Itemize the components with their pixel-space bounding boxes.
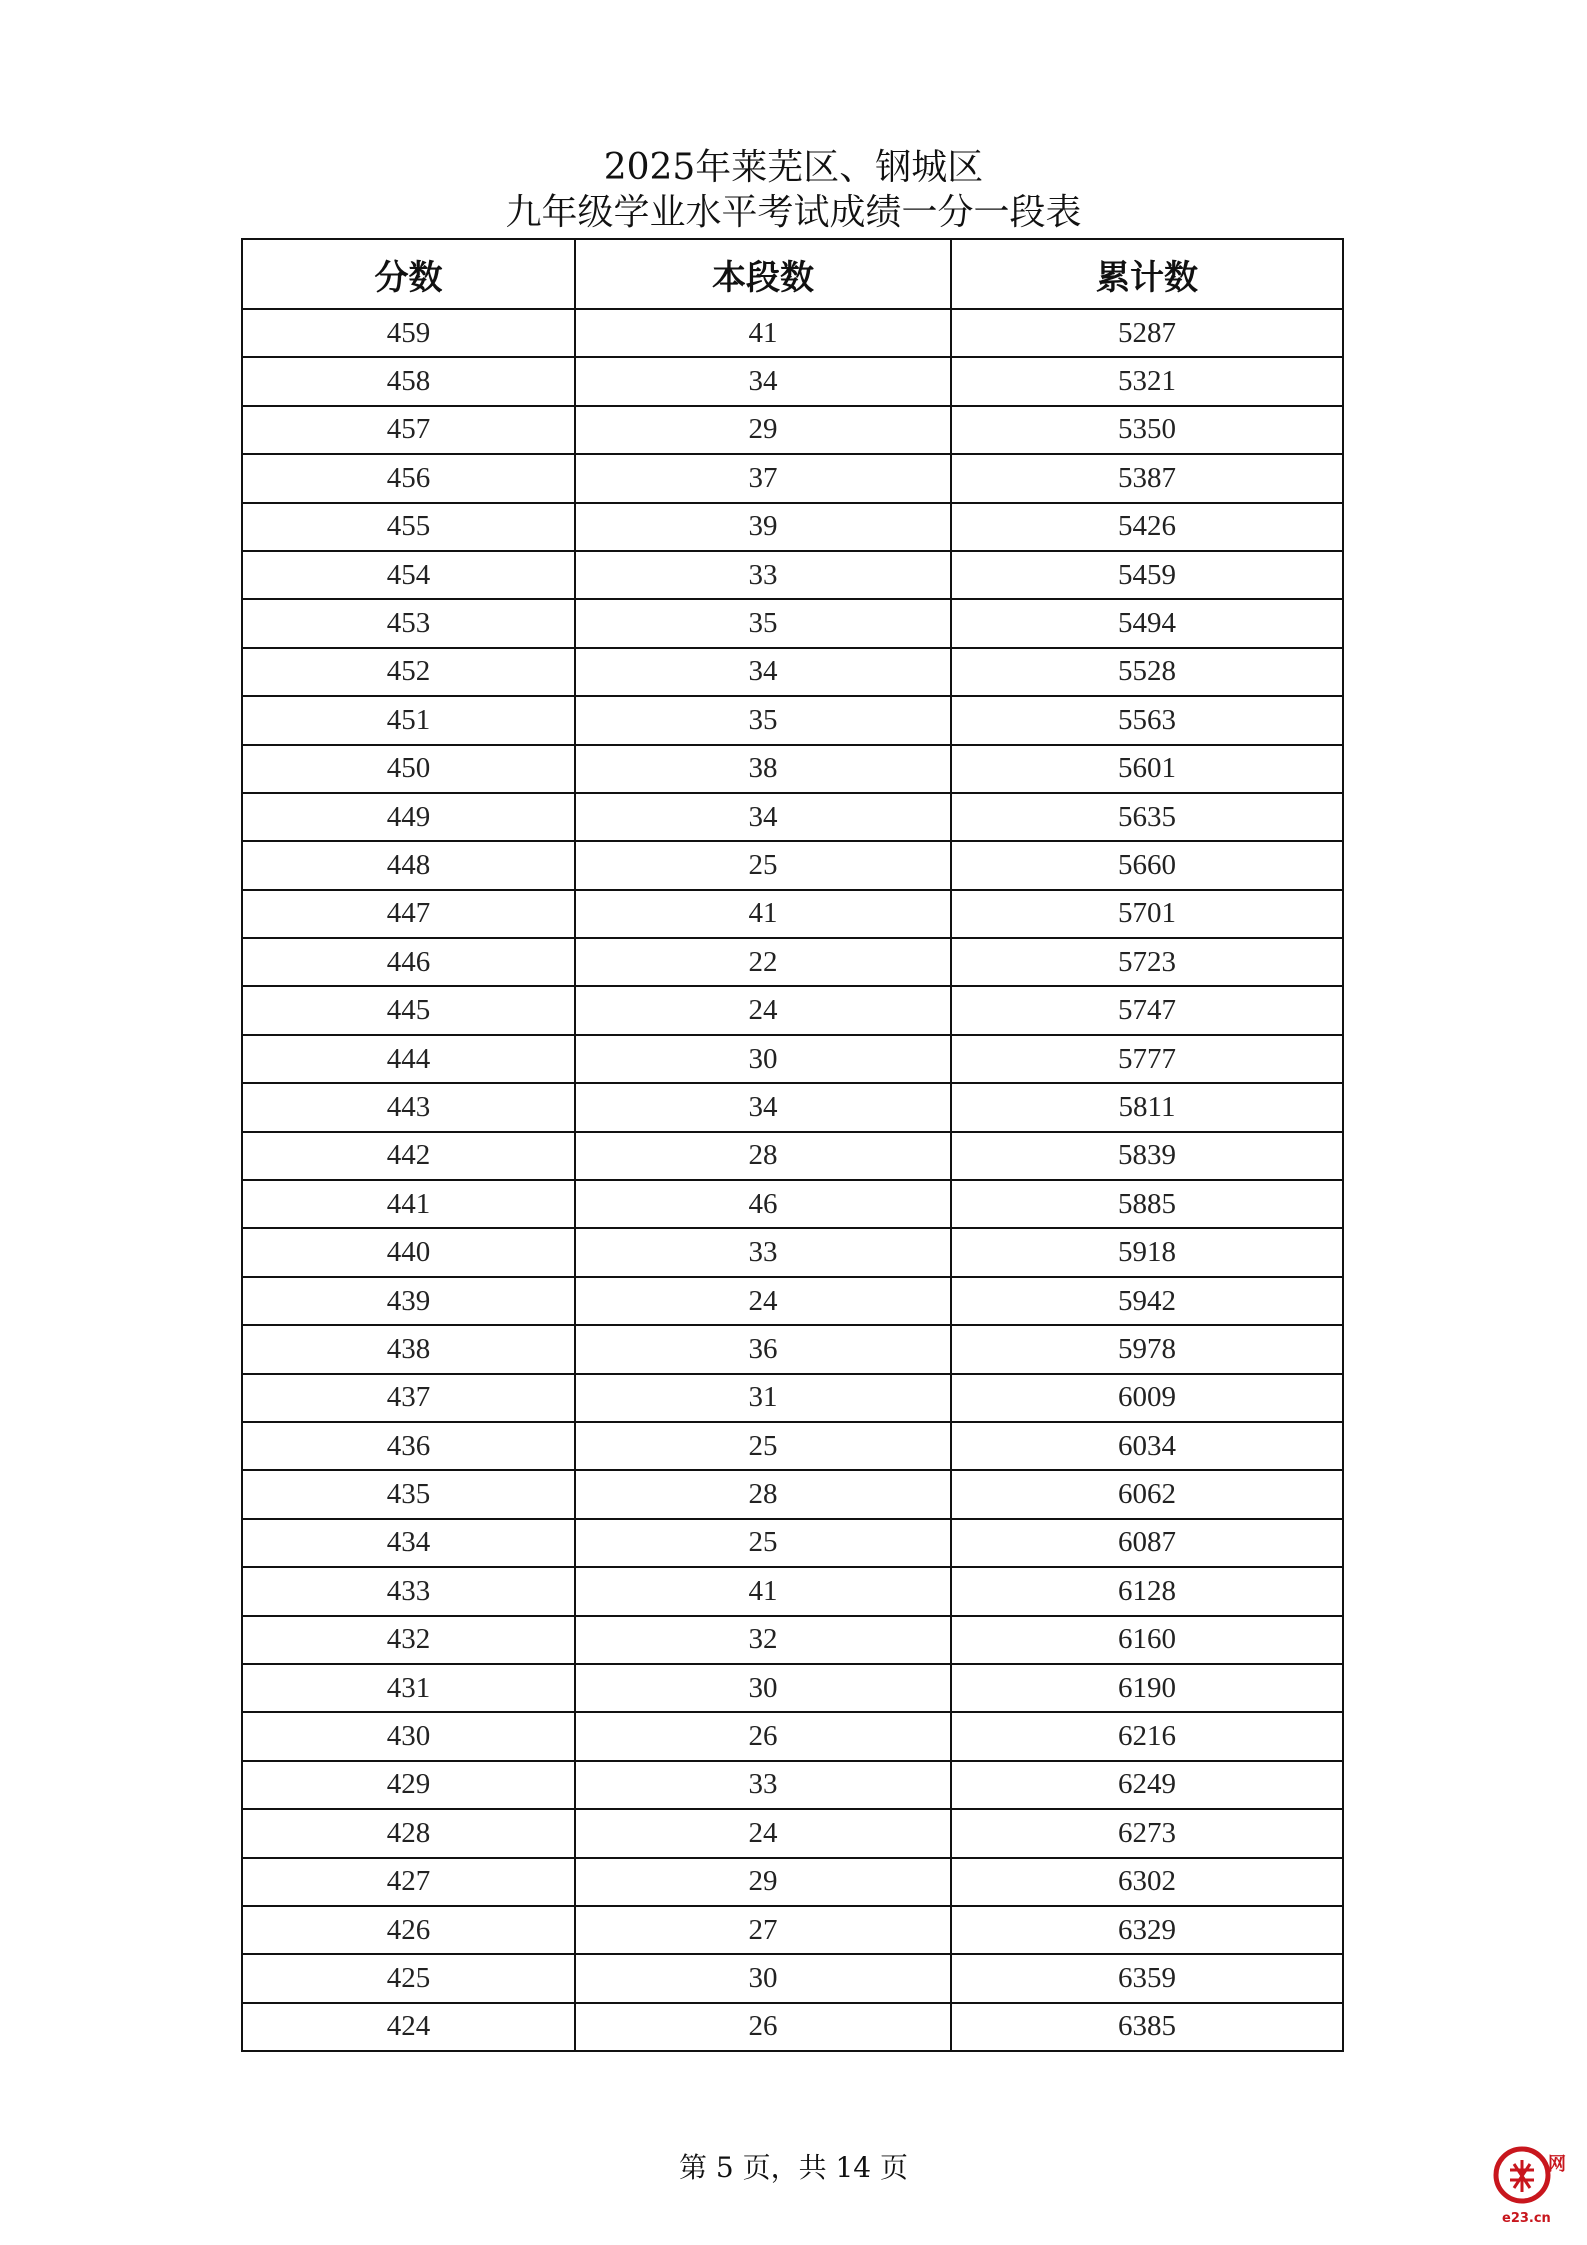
cell-score: 444 bbox=[242, 1035, 575, 1083]
cell-score: 449 bbox=[242, 793, 575, 841]
table-row bbox=[242, 1035, 1343, 1083]
cell-cumulative: 5459 bbox=[951, 551, 1343, 599]
table-row bbox=[242, 1132, 1343, 1180]
cell-count: 25 bbox=[575, 841, 951, 889]
cell-score: 426 bbox=[242, 1906, 575, 1954]
table-row bbox=[242, 1761, 1343, 1809]
cell-score: 435 bbox=[242, 1470, 575, 1518]
cell-cumulative: 6062 bbox=[951, 1470, 1343, 1518]
cell-count: 33 bbox=[575, 1228, 951, 1276]
cell-score: 429 bbox=[242, 1761, 575, 1809]
table-row bbox=[242, 793, 1343, 841]
cell-count: 30 bbox=[575, 1664, 951, 1712]
cell-cumulative: 6216 bbox=[951, 1712, 1343, 1760]
cell-score: 424 bbox=[242, 2003, 575, 2051]
table-row bbox=[242, 1906, 1343, 1954]
cell-cumulative: 5528 bbox=[951, 648, 1343, 696]
cell-count: 29 bbox=[575, 1858, 951, 1906]
cell-score: 443 bbox=[242, 1083, 575, 1131]
cell-count: 41 bbox=[575, 890, 951, 938]
cell-score: 442 bbox=[242, 1132, 575, 1180]
cell-count: 38 bbox=[575, 745, 951, 793]
cell-cumulative: 5426 bbox=[951, 503, 1343, 551]
table-row bbox=[242, 1858, 1343, 1906]
table-row bbox=[242, 1954, 1343, 2002]
cell-cumulative: 6249 bbox=[951, 1761, 1343, 1809]
table-row bbox=[242, 648, 1343, 696]
cell-score: 431 bbox=[242, 1664, 575, 1712]
cell-count: 34 bbox=[575, 648, 951, 696]
cell-score: 438 bbox=[242, 1325, 575, 1373]
cell-cumulative: 5601 bbox=[951, 745, 1343, 793]
table-row bbox=[242, 357, 1343, 405]
cell-score: 439 bbox=[242, 1277, 575, 1325]
cell-cumulative: 6087 bbox=[951, 1519, 1343, 1567]
cell-cumulative: 5321 bbox=[951, 357, 1343, 405]
table-row bbox=[242, 1470, 1343, 1518]
cell-cumulative: 6160 bbox=[951, 1616, 1343, 1664]
cell-score: 458 bbox=[242, 357, 575, 405]
header-count: 本段数 bbox=[575, 239, 951, 309]
table-row bbox=[242, 1712, 1343, 1760]
table-header-row bbox=[242, 239, 1343, 309]
cell-cumulative: 5350 bbox=[951, 406, 1343, 454]
cell-score: 427 bbox=[242, 1858, 575, 1906]
cell-count: 30 bbox=[575, 1035, 951, 1083]
cell-cumulative: 5747 bbox=[951, 986, 1343, 1034]
cell-count: 39 bbox=[575, 503, 951, 551]
cell-score: 459 bbox=[242, 309, 575, 357]
svg-text:网: 网 bbox=[1548, 2154, 1566, 2175]
cell-count: 22 bbox=[575, 938, 951, 986]
cell-count: 37 bbox=[575, 454, 951, 502]
watermark-text: e23.cn bbox=[1502, 2211, 1551, 2226]
table-row bbox=[242, 841, 1343, 889]
document-title bbox=[0, 145, 1587, 235]
cell-count: 35 bbox=[575, 599, 951, 647]
cell-score: 447 bbox=[242, 890, 575, 938]
cell-score: 448 bbox=[242, 841, 575, 889]
cell-score: 451 bbox=[242, 696, 575, 744]
cell-count: 24 bbox=[575, 1809, 951, 1857]
cell-count: 33 bbox=[575, 1761, 951, 1809]
cell-cumulative: 5978 bbox=[951, 1325, 1343, 1373]
table-row bbox=[242, 938, 1343, 986]
score-table bbox=[241, 238, 1344, 2052]
cell-cumulative: 6329 bbox=[951, 1906, 1343, 1954]
cell-count: 24 bbox=[575, 986, 951, 1034]
page-footer: 第 5 页，共 14 页 bbox=[678, 2151, 909, 2184]
cell-score: 454 bbox=[242, 551, 575, 599]
cell-count: 26 bbox=[575, 1712, 951, 1760]
cell-cumulative: 5811 bbox=[951, 1083, 1343, 1131]
cell-cumulative: 6128 bbox=[951, 1567, 1343, 1615]
cell-score: 456 bbox=[242, 454, 575, 502]
cell-score: 434 bbox=[242, 1519, 575, 1567]
table-body bbox=[242, 309, 1343, 2051]
cell-cumulative: 6385 bbox=[951, 2003, 1343, 2051]
cell-score: 452 bbox=[242, 648, 575, 696]
cell-count: 33 bbox=[575, 551, 951, 599]
cell-score: 455 bbox=[242, 503, 575, 551]
cell-count: 41 bbox=[575, 309, 951, 357]
cell-score: 428 bbox=[242, 1809, 575, 1857]
cell-count: 41 bbox=[575, 1567, 951, 1615]
cell-cumulative: 5777 bbox=[951, 1035, 1343, 1083]
cell-count: 34 bbox=[575, 793, 951, 841]
header-cumulative: 累计数 bbox=[951, 239, 1343, 309]
table-row bbox=[242, 1567, 1343, 1615]
title-line-2: 九年级学业水平考试成绩一分一段表 bbox=[505, 192, 1082, 233]
cell-cumulative: 5701 bbox=[951, 890, 1343, 938]
cell-score: 446 bbox=[242, 938, 575, 986]
table-row bbox=[242, 1809, 1343, 1857]
table-row bbox=[242, 1228, 1343, 1276]
table-row bbox=[242, 986, 1343, 1034]
cell-cumulative: 6034 bbox=[951, 1422, 1343, 1470]
cell-cumulative: 5635 bbox=[951, 793, 1343, 841]
table-row bbox=[242, 1180, 1343, 1228]
table-row bbox=[242, 454, 1343, 502]
cell-count: 28 bbox=[575, 1132, 951, 1180]
cell-count: 36 bbox=[575, 1325, 951, 1373]
cell-count: 25 bbox=[575, 1422, 951, 1470]
cell-score: 430 bbox=[242, 1712, 575, 1760]
watermark-logo bbox=[1490, 2130, 1580, 2230]
cell-cumulative: 5660 bbox=[951, 841, 1343, 889]
table-row bbox=[242, 1664, 1343, 1712]
cell-count: 25 bbox=[575, 1519, 951, 1567]
cell-count: 34 bbox=[575, 1083, 951, 1131]
cell-count: 26 bbox=[575, 2003, 951, 2051]
cell-score: 437 bbox=[242, 1374, 575, 1422]
cell-score: 445 bbox=[242, 986, 575, 1034]
title-line-1: 2025年莱芜区、钢城区 bbox=[603, 147, 984, 188]
table-row bbox=[242, 503, 1343, 551]
cell-score: 450 bbox=[242, 745, 575, 793]
cell-count: 30 bbox=[575, 1954, 951, 2002]
table-row bbox=[242, 745, 1343, 793]
table-row bbox=[242, 1422, 1343, 1470]
cell-cumulative: 6273 bbox=[951, 1809, 1343, 1857]
cell-cumulative: 5287 bbox=[951, 309, 1343, 357]
cell-count: 27 bbox=[575, 1906, 951, 1954]
cell-score: 440 bbox=[242, 1228, 575, 1276]
cell-cumulative: 6009 bbox=[951, 1374, 1343, 1422]
table-row bbox=[242, 309, 1343, 357]
table-row bbox=[242, 551, 1343, 599]
cell-cumulative: 5839 bbox=[951, 1132, 1343, 1180]
cell-cumulative: 5942 bbox=[951, 1277, 1343, 1325]
cell-count: 29 bbox=[575, 406, 951, 454]
cell-score: 453 bbox=[242, 599, 575, 647]
cell-cumulative: 5387 bbox=[951, 454, 1343, 502]
table-row bbox=[242, 890, 1343, 938]
cell-count: 32 bbox=[575, 1616, 951, 1664]
cell-cumulative: 5723 bbox=[951, 938, 1343, 986]
cell-count: 46 bbox=[575, 1180, 951, 1228]
cell-score: 432 bbox=[242, 1616, 575, 1664]
cell-cumulative: 5494 bbox=[951, 599, 1343, 647]
cell-count: 28 bbox=[575, 1470, 951, 1518]
cell-score: 457 bbox=[242, 406, 575, 454]
cell-cumulative: 6359 bbox=[951, 1954, 1343, 2002]
table-row bbox=[242, 696, 1343, 744]
cell-score: 436 bbox=[242, 1422, 575, 1470]
table-row bbox=[242, 1083, 1343, 1131]
cell-score: 441 bbox=[242, 1180, 575, 1228]
table-row bbox=[242, 2003, 1343, 2051]
header-score: 分数 bbox=[242, 239, 575, 309]
cell-count: 35 bbox=[575, 696, 951, 744]
cell-score: 425 bbox=[242, 1954, 575, 2002]
cell-cumulative: 5563 bbox=[951, 696, 1343, 744]
cell-count: 24 bbox=[575, 1277, 951, 1325]
cell-count: 34 bbox=[575, 357, 951, 405]
table-row bbox=[242, 599, 1343, 647]
e23-logo-icon bbox=[1490, 2130, 1580, 2230]
cell-cumulative: 5885 bbox=[951, 1180, 1343, 1228]
table-row bbox=[242, 406, 1343, 454]
cell-cumulative: 5918 bbox=[951, 1228, 1343, 1276]
cell-count: 31 bbox=[575, 1374, 951, 1422]
table-row bbox=[242, 1616, 1343, 1664]
cell-score: 433 bbox=[242, 1567, 575, 1615]
cell-cumulative: 6190 bbox=[951, 1664, 1343, 1712]
table-row bbox=[242, 1277, 1343, 1325]
table-row bbox=[242, 1519, 1343, 1567]
table-row bbox=[242, 1325, 1343, 1373]
cell-cumulative: 6302 bbox=[951, 1858, 1343, 1906]
table-row bbox=[242, 1374, 1343, 1422]
